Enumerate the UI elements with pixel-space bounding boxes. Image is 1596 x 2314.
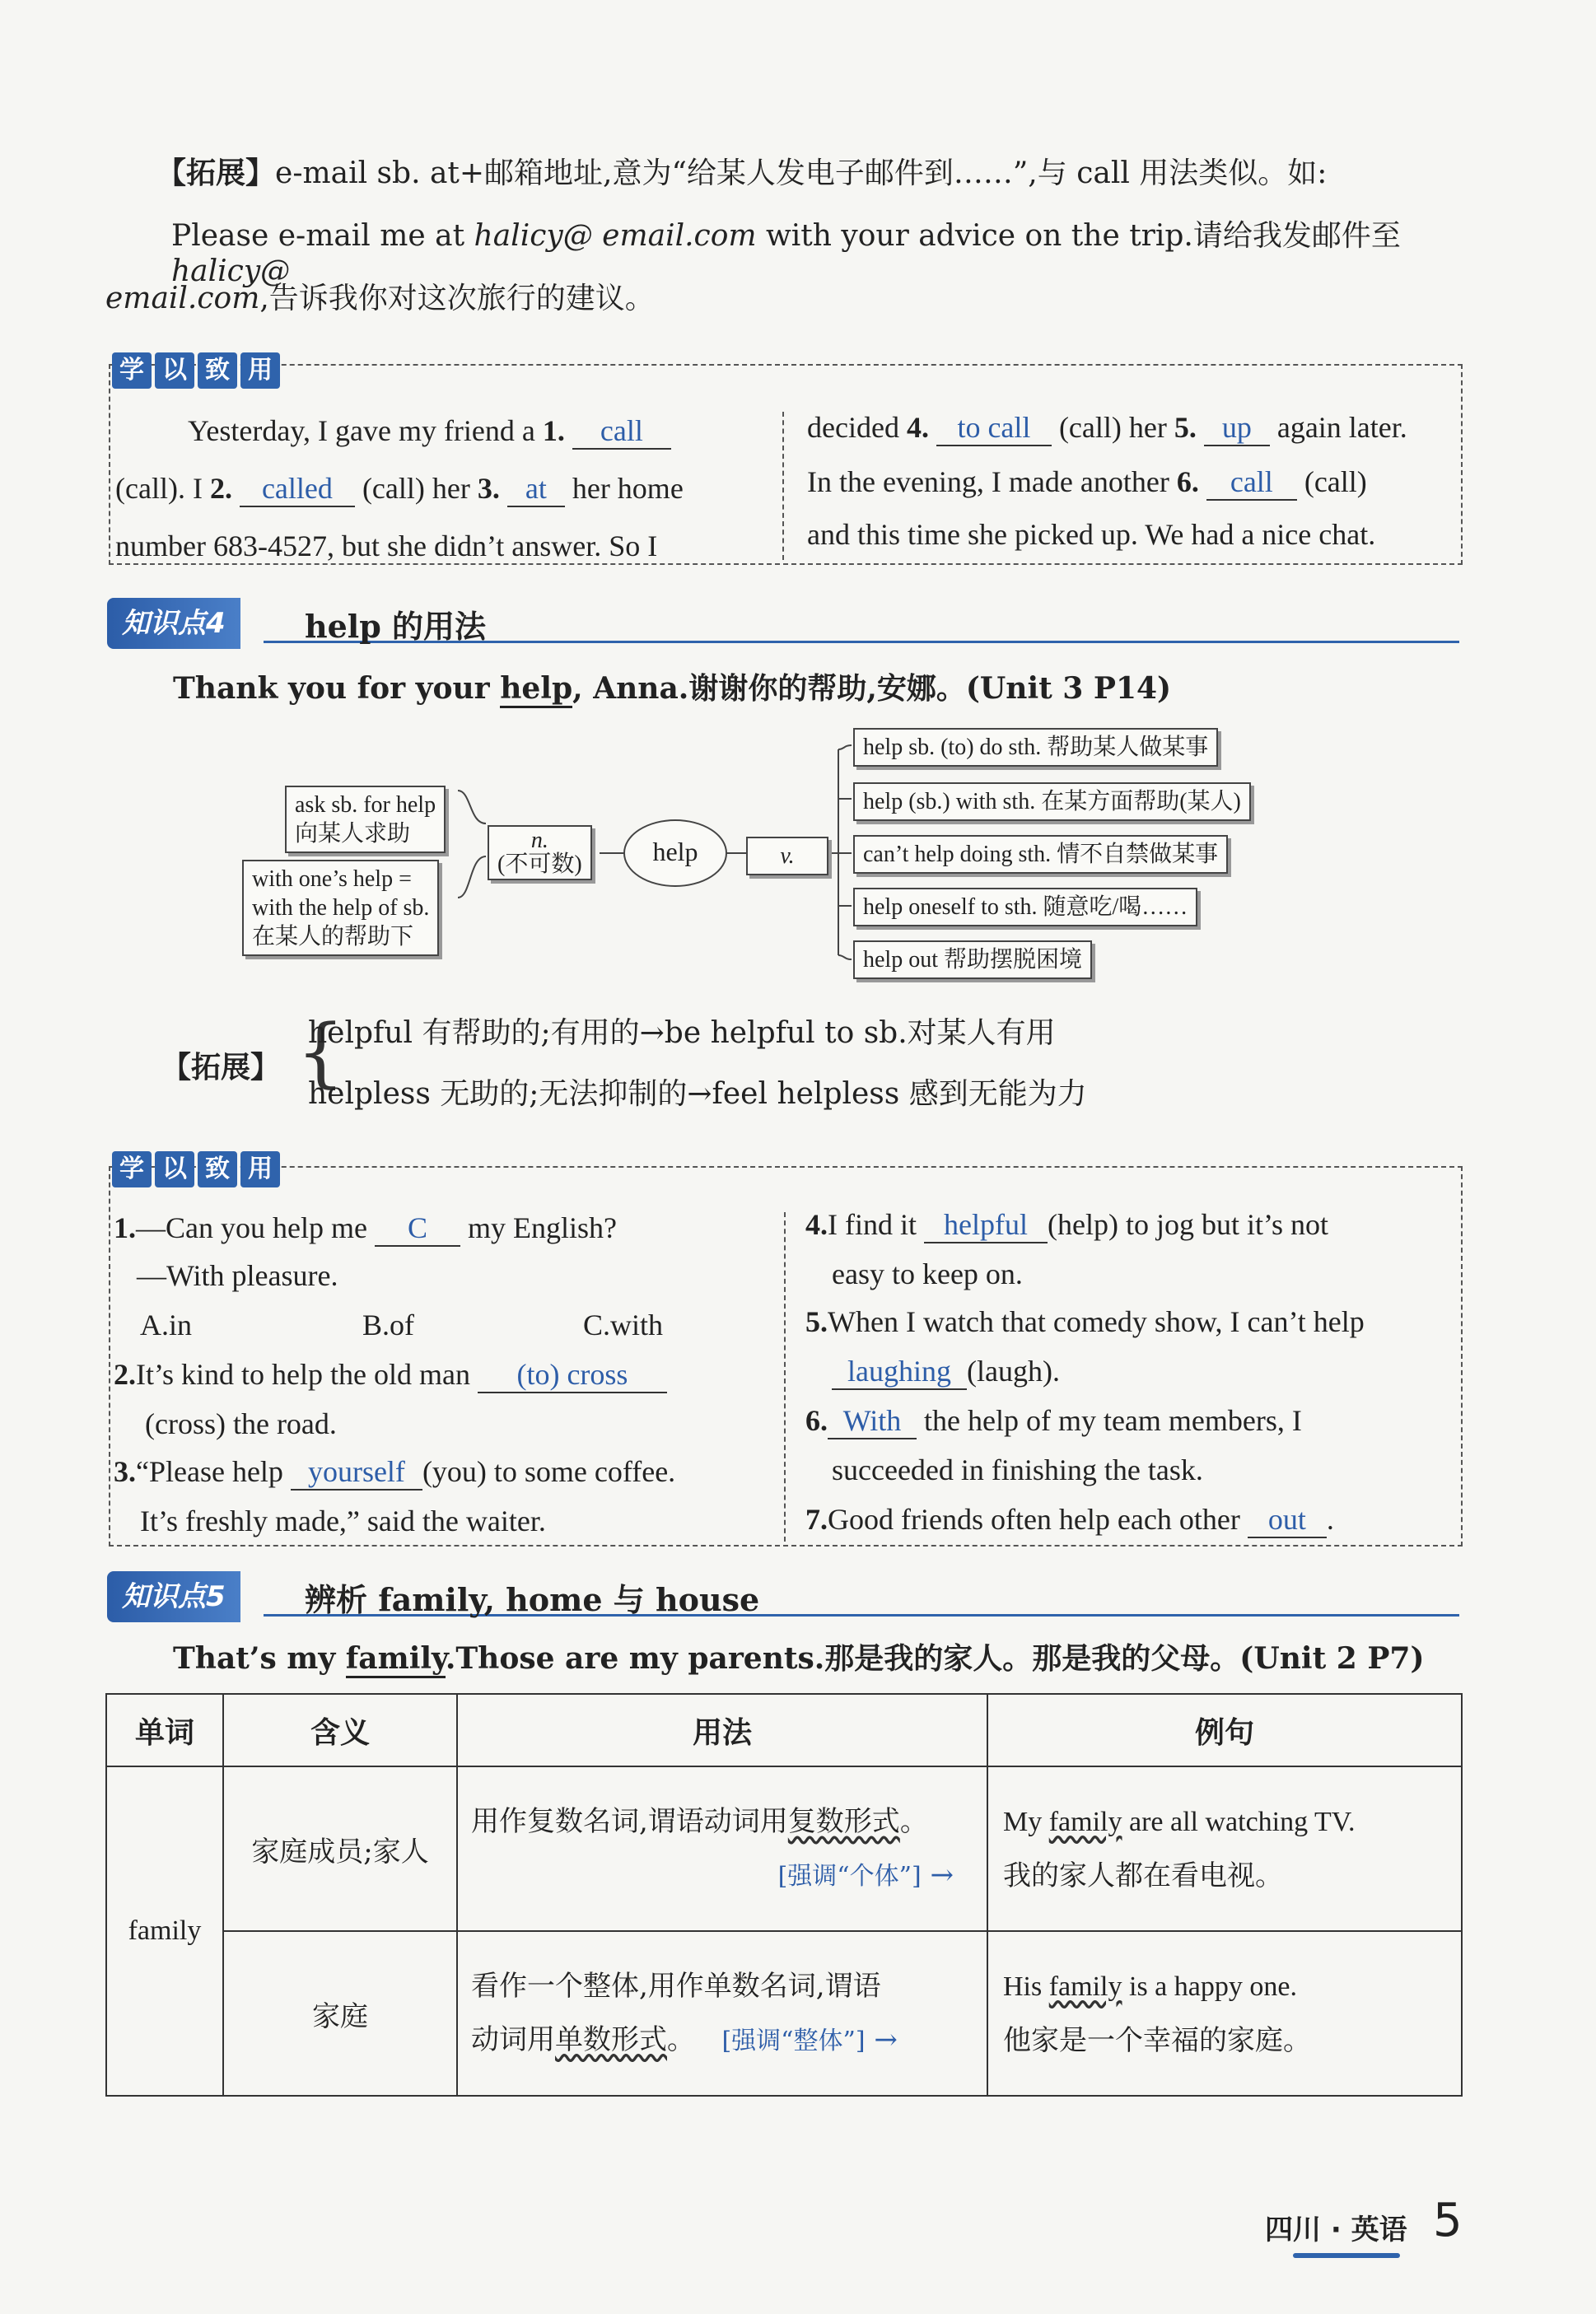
text: 。 <box>667 2023 695 2056</box>
text: (help) to jog but it’s not <box>1047 1208 1328 1241</box>
text: 动词用 <box>471 2023 555 2056</box>
text: her home <box>572 472 684 505</box>
badge-char: 致 <box>198 352 237 389</box>
question-number: 3. <box>114 1455 136 1488</box>
mindmap-verb-item-4: help oneself to sth. 随意吃/喝…… <box>853 888 1197 926</box>
keyword: family <box>346 1641 446 1678</box>
example-cn: ,告诉我你对这次旅行的建议。 <box>259 282 655 315</box>
table-header-row <box>106 1694 1462 1766</box>
text: When I watch that comedy show, I can’t help <box>828 1305 1365 1338</box>
q3-line2: It’s freshly made,” said the waiter. <box>140 1505 546 1537</box>
badge-char: 致 <box>198 1151 237 1187</box>
q3-answer[interactable]: yourself <box>291 1456 422 1491</box>
item-line: 向某人求助 <box>295 821 411 847</box>
q2-line2: (cross) the road. <box>145 1407 337 1440</box>
text: .Those are my parents.那是我的家人。那是我的父母。(Unit 2 P7) <box>445 1641 1425 1676</box>
text: —Can you help me <box>136 1211 375 1244</box>
page-number: 5 <box>1433 2194 1463 2247</box>
text: again later. <box>1276 411 1407 444</box>
q1-line2: —With pleasure. <box>137 1259 338 1292</box>
text: (you) to some coffee. <box>422 1455 676 1488</box>
table-row <box>106 1766 1462 1931</box>
word-cell: family <box>106 1766 223 2096</box>
text: 。 <box>899 1805 928 1839</box>
text: are all watching TV. <box>1122 1806 1356 1837</box>
family-table <box>105 1693 1463 2097</box>
q1-line1 <box>114 1211 617 1247</box>
stress-note: [强调“整体”] <box>721 2027 866 2055</box>
header-meaning: 含义 <box>223 1694 457 1766</box>
item-line: with the help of sb. <box>252 895 430 921</box>
answer-4[interactable]: to call <box>936 412 1052 446</box>
usage-cell <box>457 1931 987 2096</box>
q7-answer[interactable]: out <box>1248 1504 1327 1538</box>
q5-answer[interactable]: laughing <box>832 1355 967 1390</box>
p1-right-line3: and this time she picked up. We had a nice chat. <box>807 518 1376 551</box>
question-number: 7. <box>805 1503 828 1536</box>
header-word: 单词 <box>106 1694 223 1766</box>
meaning-cell: 家庭成员;家人 <box>223 1766 457 1931</box>
item-line: ask sb. for help <box>295 792 436 818</box>
text: My <box>1003 1806 1049 1837</box>
table-row <box>106 1931 1462 2096</box>
footer-accent-bar <box>1293 2253 1400 2258</box>
q1-option-a: A.in <box>140 1309 192 1341</box>
q1-answer[interactable]: C <box>375 1212 460 1247</box>
example-cn: 我的家人都在看电视。 <box>1003 1859 1283 1892</box>
example-email-3: email.com <box>105 282 260 315</box>
text: . <box>1326 1503 1334 1536</box>
q4-line2: easy to keep on. <box>832 1257 1023 1290</box>
q2-line1 <box>114 1357 667 1393</box>
blank-number: 4. <box>906 411 929 444</box>
keyword: help <box>500 671 572 708</box>
blank-number: 1. <box>542 414 565 447</box>
example-cell <box>987 1766 1462 1931</box>
extension-label: 【拓展】 <box>156 156 276 190</box>
q1-option-c: C.with <box>583 1309 664 1341</box>
blank-number: 3. <box>477 472 500 505</box>
q5-line1 <box>805 1304 1365 1339</box>
answer-1[interactable]: call <box>572 415 671 450</box>
header-usage: 用法 <box>457 1694 987 1766</box>
kp4-title: help 的用法 <box>305 608 487 645</box>
text: (call) <box>1304 465 1367 498</box>
text: Thank you for your <box>173 671 501 706</box>
answer-3[interactable]: at <box>507 473 565 507</box>
keyword: 单数形式 <box>555 2023 667 2056</box>
item-line: 在某人的帮助下 <box>252 924 414 949</box>
kp4-badge: 知识点4 <box>107 598 240 649</box>
question-number: 6. <box>805 1404 828 1437</box>
usage-cell <box>457 1766 987 1931</box>
example-text-2: with your advice on the trip.请给我发邮件至 <box>756 219 1401 253</box>
blank-number: 2. <box>209 472 232 505</box>
q6-line2: succeeded in finishing the task. <box>832 1453 1203 1486</box>
mindmap-verb-item-1: help sb. (to) do sth. 帮助某人做某事 <box>853 728 1218 767</box>
badge-char: 以 <box>155 1151 194 1187</box>
q2-answer[interactable]: (to) cross <box>478 1359 667 1393</box>
q3-line1 <box>114 1454 675 1491</box>
badge-char: 用 <box>240 1151 280 1187</box>
mindmap-verb-node: v. <box>746 837 828 875</box>
badge-char: 学 <box>112 1151 152 1187</box>
q6-line1 <box>805 1403 1302 1439</box>
blank-number: 5. <box>1174 411 1197 444</box>
noun-label-2: (不可数) <box>497 851 582 878</box>
example-email: halicy@ email.com <box>474 219 757 253</box>
text: It’s kind to help the old man <box>136 1358 478 1391</box>
text: 用作复数名词,谓语动词用 <box>471 1805 788 1839</box>
item-line: with one’s help = <box>252 866 412 892</box>
text: (call). I <box>115 472 210 505</box>
q6-answer[interactable]: With <box>828 1405 917 1439</box>
text: (call) her <box>362 472 478 505</box>
header-example: 例句 <box>987 1694 1462 1766</box>
text: That’s my <box>173 1641 346 1676</box>
badge-char: 学 <box>112 352 152 389</box>
text: His <box>1003 1971 1049 2002</box>
meaning-cell: 家庭 <box>223 1931 457 2096</box>
p1-left-line3: number 683-4527, but she didn’t answer. So I <box>115 530 658 562</box>
badge-char: 以 <box>155 352 194 389</box>
text: the help of my team members, I <box>917 1404 1302 1437</box>
text: I find it <box>828 1208 924 1241</box>
example-cn: 他家是一个幸福的家庭。 <box>1003 2023 1311 2057</box>
mindmap-verb-item-5: help out 帮助摆脱困境 <box>853 940 1092 979</box>
q4-answer[interactable]: helpful <box>924 1209 1048 1243</box>
kp5-badge: 知识点5 <box>107 1571 240 1622</box>
keyword: family <box>1048 1806 1122 1837</box>
example-email-2: halicy@ <box>171 254 291 288</box>
noun-label: n. <box>530 828 548 853</box>
text: (laugh). <box>967 1355 1060 1388</box>
arrow-icon: → <box>930 1859 954 1892</box>
q1-option-b: B.of <box>362 1309 414 1341</box>
mindmap-verb-item-2: help (sb.) with sth. 在某方面帮助(某人) <box>853 782 1251 821</box>
extension2-brace: { <box>296 1008 345 1096</box>
keyword: 复数形式 <box>787 1805 900 1839</box>
extension2-line2: helpless 无助的;无法抑制的→feel helpless 感到无能为力 <box>308 1077 1087 1111</box>
question-number: 1. <box>114 1211 136 1244</box>
blank-number: 6. <box>1176 465 1199 498</box>
mindmap-noun-item-1 <box>285 786 446 853</box>
stress-note: [强调“个体”] <box>777 1862 922 1891</box>
question-number: 2. <box>114 1358 136 1391</box>
arrow-icon: → <box>874 2023 898 2056</box>
text: (call) her <box>1058 411 1174 444</box>
text: Good friends often help each other <box>828 1503 1248 1536</box>
text: is a happy one. <box>1122 1971 1297 2002</box>
mindmap-center: help <box>652 837 698 866</box>
question-number: 4. <box>805 1208 828 1241</box>
mindmap-noun-item-2 <box>242 860 439 956</box>
kp5-sentence <box>173 1635 1424 1677</box>
badge-char: 用 <box>240 352 280 389</box>
extension-text: e-mail sb. at+邮箱地址,意为“给某人发电子邮件到……”,与 call 用法类似。如: <box>275 156 1328 190</box>
example-cell <box>987 1931 1462 2096</box>
keyword: family <box>1048 1971 1122 2002</box>
question-number: 5. <box>805 1305 828 1338</box>
footer-region: 四川 · 英语 <box>1265 2214 1407 2246</box>
answer-2[interactable]: called <box>240 473 355 507</box>
answer-6[interactable]: call <box>1206 466 1297 501</box>
text: 看作一个整体,用作单数名词,谓语 <box>471 1970 881 2004</box>
q7-line1 <box>805 1502 1334 1538</box>
text: Yesterday, I gave my friend a <box>188 414 543 447</box>
mindmap-noun-node <box>488 825 592 880</box>
q4-line1 <box>805 1207 1328 1243</box>
text: “Please help <box>136 1455 291 1488</box>
text: decided <box>807 411 907 444</box>
text: my English? <box>460 1211 617 1244</box>
text: , Anna.谢谢你的帮助,安娜。(Unit 3 P14) <box>572 671 1172 706</box>
mindmap-verb-item-3: can’t help doing sth. 情不自禁做某事 <box>853 835 1228 874</box>
text: In the evening, I made another <box>807 465 1177 498</box>
extension2-label: 【拓展】 <box>161 1050 281 1085</box>
q5-line2 <box>832 1354 1060 1390</box>
practice-divider-2 <box>784 1212 786 1542</box>
kp5-title: 辨析 family, home 与 house <box>305 1581 760 1618</box>
extension2-line1: helpful 有帮助的;有用的→be helpful to sb.对某人有用 <box>308 1016 1056 1050</box>
practice-badge-2 <box>112 1151 280 1187</box>
example-text: Please e-mail me at <box>171 219 474 253</box>
answer-5[interactable]: up <box>1204 412 1270 446</box>
